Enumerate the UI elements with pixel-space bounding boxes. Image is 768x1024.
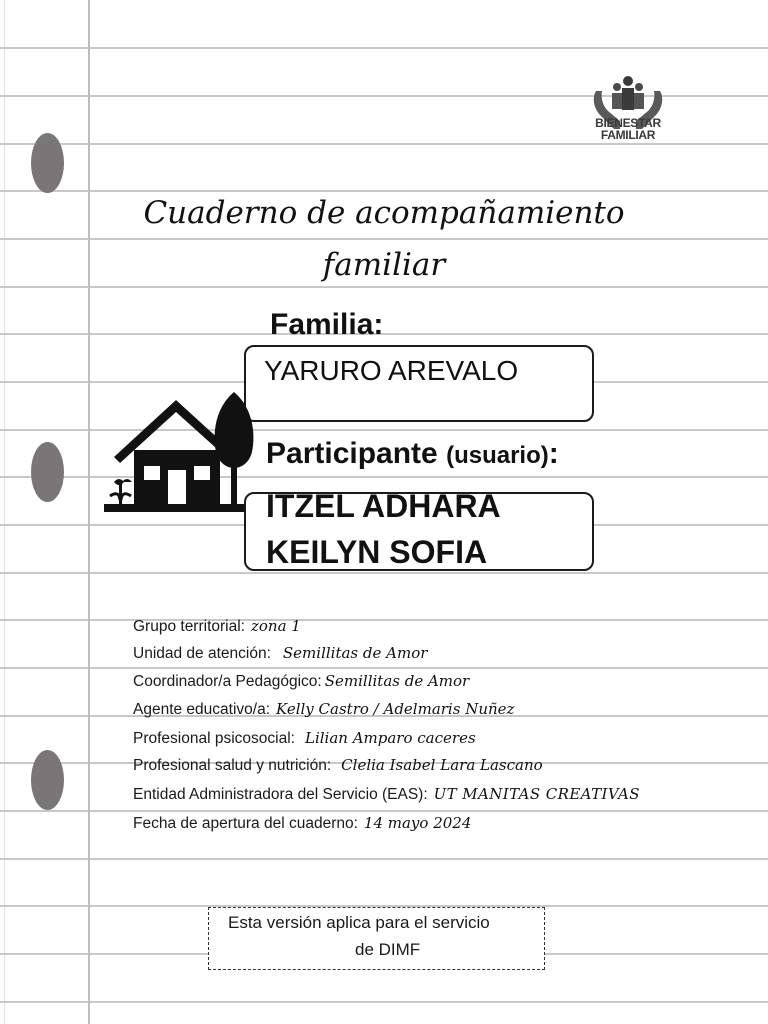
page-title-line2: familiar	[322, 247, 446, 283]
info-row-unidad	[133, 644, 427, 663]
info-row-grupo	[133, 617, 301, 636]
ruled-line	[0, 238, 768, 240]
info-row-psicosocial	[133, 729, 476, 748]
info-label: Grupo territorial:	[133, 618, 245, 635]
service-note-line1: Esta versión aplica para el servicio	[228, 913, 490, 932]
ruled-line	[0, 286, 768, 288]
familia-value: YARURO AREVALO	[264, 355, 519, 386]
ruled-line	[0, 858, 768, 860]
info-value: Lilian Amparo caceres	[304, 729, 476, 747]
binder-hole	[31, 442, 64, 502]
margin-line	[88, 0, 90, 1024]
ruled-line	[0, 810, 768, 812]
info-label: Unidad de atención:	[133, 645, 271, 662]
info-row-agente	[133, 700, 514, 719]
info-value: Clelia Isabel Lara Lascano	[341, 756, 543, 774]
info-value: zona 1	[250, 617, 301, 635]
info-label: Profesional psicosocial:	[133, 730, 295, 747]
ruled-line	[0, 667, 768, 669]
participante-value-line2: KEILYN SOFIA	[266, 534, 488, 570]
info-label: Entidad Administradora del Servicio (EAS):	[133, 786, 428, 803]
info-label: Fecha de apertura del cuaderno:	[133, 815, 358, 832]
info-label: Profesional salud y nutrición:	[133, 757, 332, 774]
house-icon	[104, 392, 262, 516]
info-value: Kelly Castro / Adelmaris Nuñez	[276, 700, 515, 718]
ruled-line	[0, 619, 768, 621]
page-edge	[4, 0, 5, 1024]
info-row-fecha	[133, 814, 471, 833]
info-row-salud	[133, 756, 543, 775]
page-title-line1: Cuaderno de acompañamiento	[143, 195, 625, 231]
info-row-coordinador	[133, 672, 469, 691]
ruled-line	[0, 47, 768, 49]
binder-hole	[31, 133, 64, 193]
info-value: Semillitas de Amor	[282, 644, 428, 662]
participante-label-suffix: (usuario)	[446, 442, 549, 469]
info-row-eas	[133, 785, 640, 804]
participante-label	[266, 437, 559, 471]
service-note-line2: de DIMF	[355, 940, 421, 959]
familia-label: Familia:	[270, 308, 384, 341]
binder-hole	[31, 750, 64, 810]
participante-value-line1: ITZEL ADHARA	[266, 488, 501, 524]
info-value: 14 mayo 2024	[363, 814, 472, 832]
info-label: Agente educativo/a:	[133, 701, 271, 718]
info-label: Coordinador/a Pedagógico:	[133, 673, 322, 690]
info-value: UT MANITAS CREATIVAS	[433, 785, 640, 803]
ruled-line	[0, 190, 768, 192]
ruled-line	[0, 1001, 768, 1003]
participante-label-main: Participante	[266, 437, 438, 470]
participante-label-colon: :	[548, 437, 559, 470]
info-value: Semillitas de Amor	[324, 672, 470, 690]
ruled-line	[0, 333, 768, 335]
logo-text-line1: BIENESTAR	[595, 116, 661, 130]
logo-text-line2: FAMILIAR	[600, 128, 656, 142]
participante-value	[266, 483, 501, 575]
